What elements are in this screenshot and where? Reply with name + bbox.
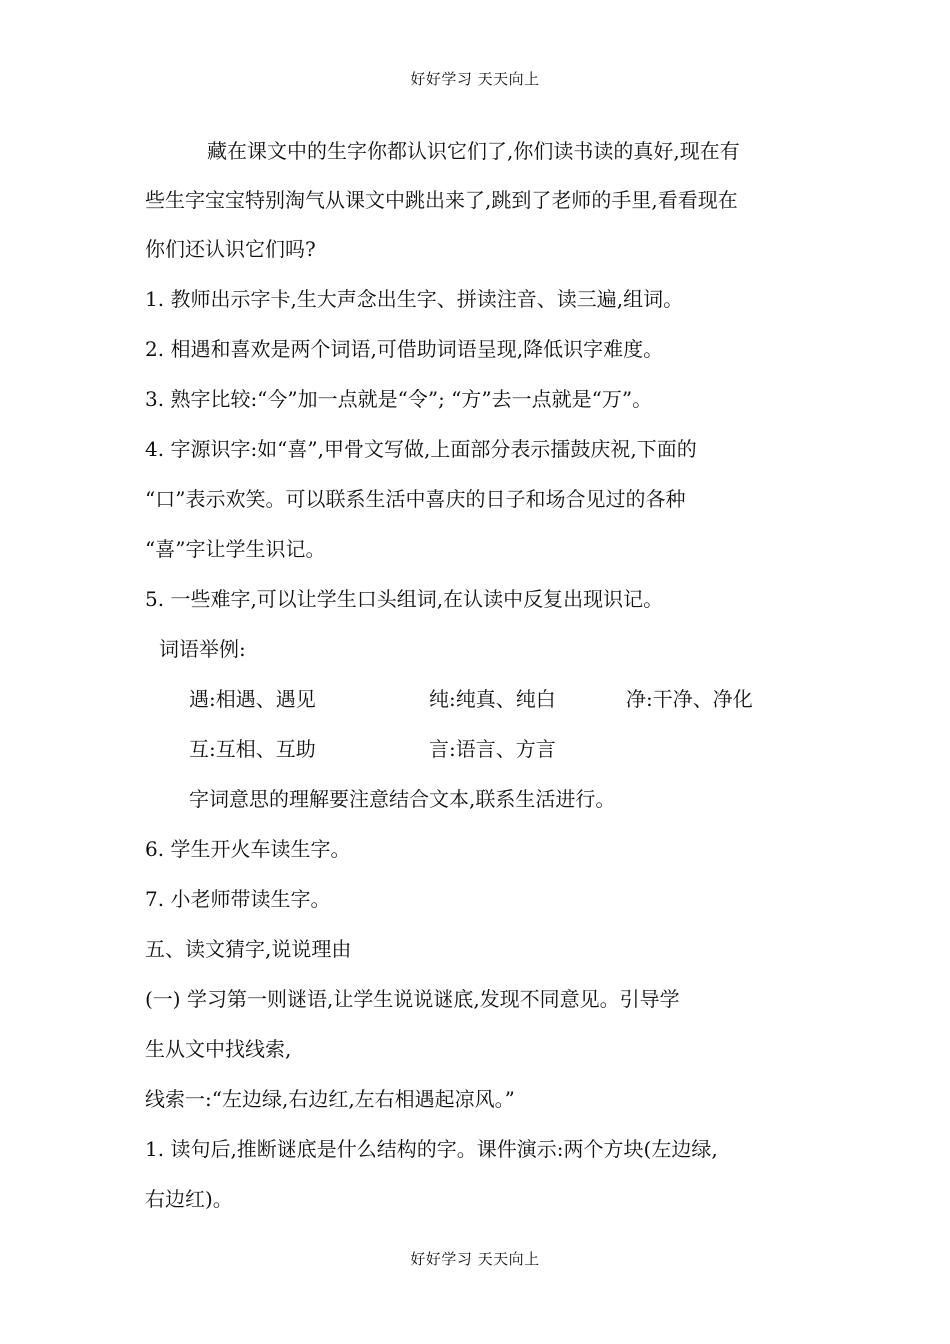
step-7: 7. 小老师带读生字。 [145, 887, 331, 911]
clue-1: 线索一:“左边绿,右边红,左右相遇起凉风。” [145, 1087, 515, 1111]
example-item: 净:干净、净化 [626, 687, 753, 711]
sub-1-line-2: 生从文中找线索, [145, 1037, 292, 1061]
page-footer: 好好学习 天天向上 [410, 1250, 540, 1268]
intro-line-3: 你们还认识它们吗? [145, 237, 316, 261]
step-6: 6. 学生开火车读生字。 [145, 837, 351, 861]
sub-1-line-1: (一) 学习第一则谜语,让学生说说谜底,发现不同意见。引导学 [145, 987, 680, 1011]
example-item: 言:语言、方言 [429, 737, 556, 761]
intro-line-1: 藏在课文中的生字你都认识它们了,你们读书读的真好,现在有 [207, 139, 740, 163]
example-item: 互:互相、互助 [189, 737, 316, 761]
step-5: 5. 一些难字,可以让学生口头组词,在认读中反复出现识记。 [145, 587, 664, 611]
clue-1-step-1-line-1: 1. 读句后,推断谜底是什么结构的字。课件演示:两个方块(左边绿, [145, 1137, 718, 1161]
step-4-line-2: “口”表示欢笑。可以联系生活中喜庆的日子和场合见过的各种 [145, 487, 686, 511]
clue-1-step-1-line-2: 右边红)。 [145, 1187, 233, 1211]
step-2: 2. 相遇和喜欢是两个词语,可借助词语呈现,降低识字难度。 [145, 337, 664, 361]
section-5-heading: 五、读文猜字,说说理由 [145, 937, 352, 961]
step-4-line-1: 4. 字源识字:如“喜”,甲骨文写做,上面部分表示擂鼓庆祝,下面的 [145, 437, 697, 461]
example-item: 遇:相遇、遇见 [189, 687, 316, 711]
step-4-line-3: “喜”字让学生识记。 [145, 537, 326, 561]
page-header: 好好学习 天天向上 [410, 70, 540, 88]
step-3: 3. 熟字比较:“今”加一点就是“令”; “方”去一点就是“万”。 [145, 387, 653, 411]
step-1: 1. 教师出示字卡,生大声念出生字、拼读注音、读三遍,组词。 [145, 287, 684, 311]
understanding-note: 字词意思的理解要注意结合文本,联系生活进行。 [189, 787, 616, 811]
intro-line-2: 些生字宝宝特别淘气从课文中跳出来了,跳到了老师的手里,看看现在 [145, 188, 738, 212]
example-item: 纯:纯真、纯白 [429, 687, 556, 711]
examples-label: 词语举例: [159, 637, 246, 661]
